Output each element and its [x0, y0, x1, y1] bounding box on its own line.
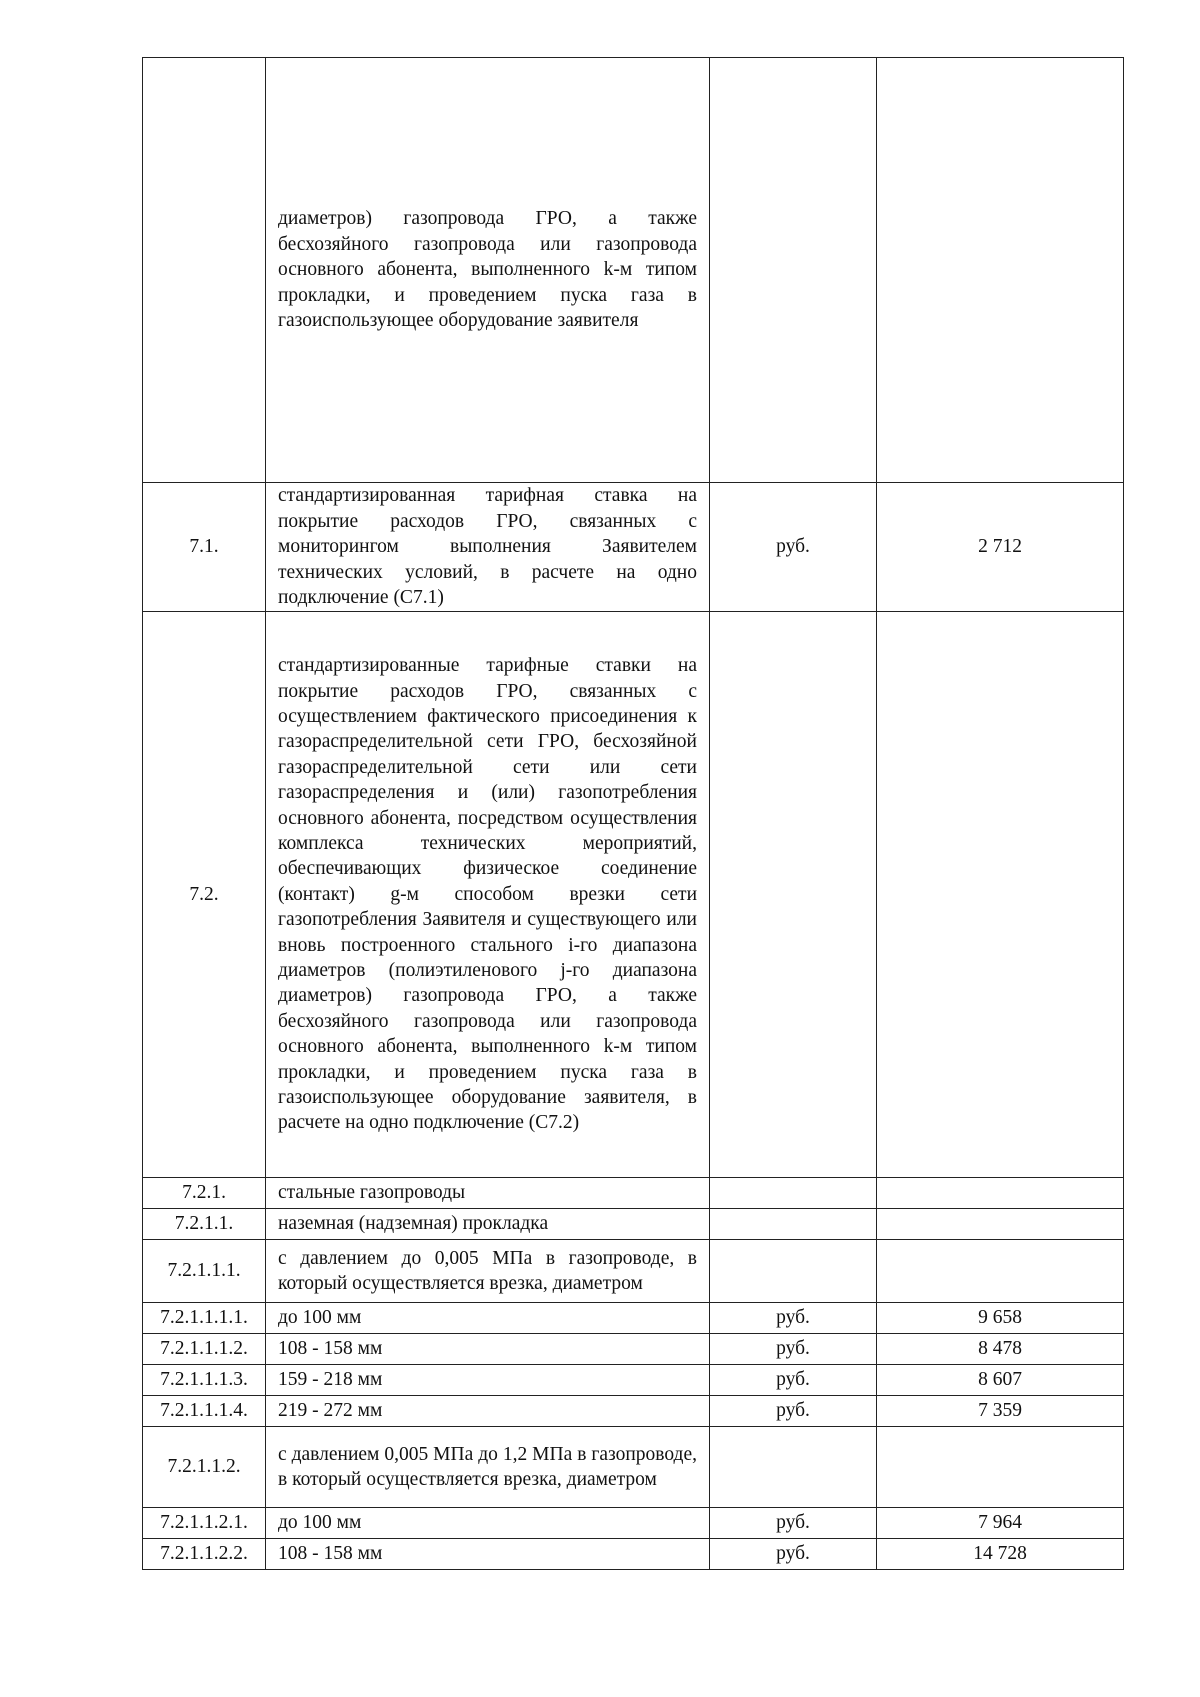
row-number: 7.2.1.1.1.3.	[143, 1365, 266, 1396]
row-value	[877, 1209, 1124, 1240]
row-unit: руб.	[710, 1508, 877, 1539]
row-number: 7.2.1.1.1.1.	[143, 1303, 266, 1334]
table-row	[143, 1303, 1124, 1334]
row-unit: руб.	[710, 1396, 877, 1427]
row-number	[143, 58, 266, 483]
table-row	[143, 1178, 1124, 1209]
row-description: до 100 мм	[266, 1303, 710, 1334]
row-unit	[710, 612, 877, 1178]
table-row	[143, 1396, 1124, 1427]
row-value: 7 359	[877, 1396, 1124, 1427]
row-value: 14 728	[877, 1539, 1124, 1570]
row-value	[877, 612, 1124, 1178]
row-description: 159 - 218 мм	[266, 1365, 710, 1396]
row-description: с давлением до 0,005 МПа в газопроводе, в который осуществляется врезка, диаметром	[266, 1240, 710, 1303]
row-number: 7.2.1.1.2.	[143, 1427, 266, 1508]
table-row	[143, 1365, 1124, 1396]
row-description: наземная (надземная) прокладка	[266, 1209, 710, 1240]
row-unit: руб.	[710, 1539, 877, 1570]
table-row	[143, 1334, 1124, 1365]
table-row	[143, 483, 1124, 612]
row-number: 7.2.1.1.2.2.	[143, 1539, 266, 1570]
row-description: стандартизированная тарифная ставка на покрытие расходов ГРО, связанных с мониторингом выполнения Заявителем технических условий, в расчете на одно подключение (С7.1)	[266, 483, 710, 612]
row-number: 7.2.1.1.2.1.	[143, 1508, 266, 1539]
row-value	[877, 1178, 1124, 1209]
row-value	[877, 58, 1124, 483]
row-number: 7.2.1.1.1.	[143, 1240, 266, 1303]
row-unit	[710, 1427, 877, 1508]
row-number: 7.2.1.	[143, 1178, 266, 1209]
row-value: 8 607	[877, 1365, 1124, 1396]
row-number: 7.2.1.1.	[143, 1209, 266, 1240]
row-number: 7.1.	[143, 483, 266, 612]
row-value: 9 658	[877, 1303, 1124, 1334]
table-row	[143, 1240, 1124, 1303]
row-description: с давлением 0,005 МПа до 1,2 МПа в газопроводе, в который осуществляется врезка, диаметром	[266, 1427, 710, 1508]
row-number: 7.2.1.1.1.2.	[143, 1334, 266, 1365]
table-row	[143, 1427, 1124, 1508]
row-description: диаметров) газопровода ГРО, а также бесхозяйного газопровода или газопровода основного абонента, выполненного k-м типом прокладки, и проведением пуска газа в газоиспользующее оборудование заявителя	[266, 58, 710, 483]
row-unit: руб.	[710, 1365, 877, 1396]
row-number: 7.2.1.1.1.4.	[143, 1396, 266, 1427]
table-row	[143, 58, 1124, 483]
row-unit: руб.	[710, 1334, 877, 1365]
row-description: до 100 мм	[266, 1508, 710, 1539]
row-description: стальные газопроводы	[266, 1178, 710, 1209]
row-unit	[710, 1178, 877, 1209]
row-unit: руб.	[710, 483, 877, 612]
tariff-table	[142, 57, 1124, 1570]
row-description: стандартизированные тарифные ставки на покрытие расходов ГРО, связанных с осуществлением фактического присоединения к газораспределительной сети ГРО, бесхозяйной газораспределительной сети или сети газораспределения и (или) газопотребления основного абонента, посредством осуществления комплекса технических мероприятий, обеспечивающих физическое соединение (контакт) g-м способом врезки сети газопотребления Заявителя и существующего или вновь построенного стального i-го диапазона диаметров (полиэтиленового j-го диапазона диаметров) газопровода ГРО, а также бесхозяйного газопровода или газопровода основного абонента, выполненного k-м типом прокладки, и проведением пуска газа в газоиспользующее оборудование заявителя, в расчете на одно подключение (С7.2)	[266, 612, 710, 1178]
row-value	[877, 1240, 1124, 1303]
row-description: 108 - 158 мм	[266, 1539, 710, 1570]
row-number: 7.2.	[143, 612, 266, 1178]
row-unit	[710, 1240, 877, 1303]
row-value: 8 478	[877, 1334, 1124, 1365]
row-value: 2 712	[877, 483, 1124, 612]
table-row	[143, 1539, 1124, 1570]
row-value	[877, 1427, 1124, 1508]
row-unit	[710, 58, 877, 483]
table-row	[143, 612, 1124, 1178]
row-description: 108 - 158 мм	[266, 1334, 710, 1365]
row-description: 219 - 272 мм	[266, 1396, 710, 1427]
table-row	[143, 1209, 1124, 1240]
row-unit: руб.	[710, 1303, 877, 1334]
row-value: 7 964	[877, 1508, 1124, 1539]
table-row	[143, 1508, 1124, 1539]
row-unit	[710, 1209, 877, 1240]
